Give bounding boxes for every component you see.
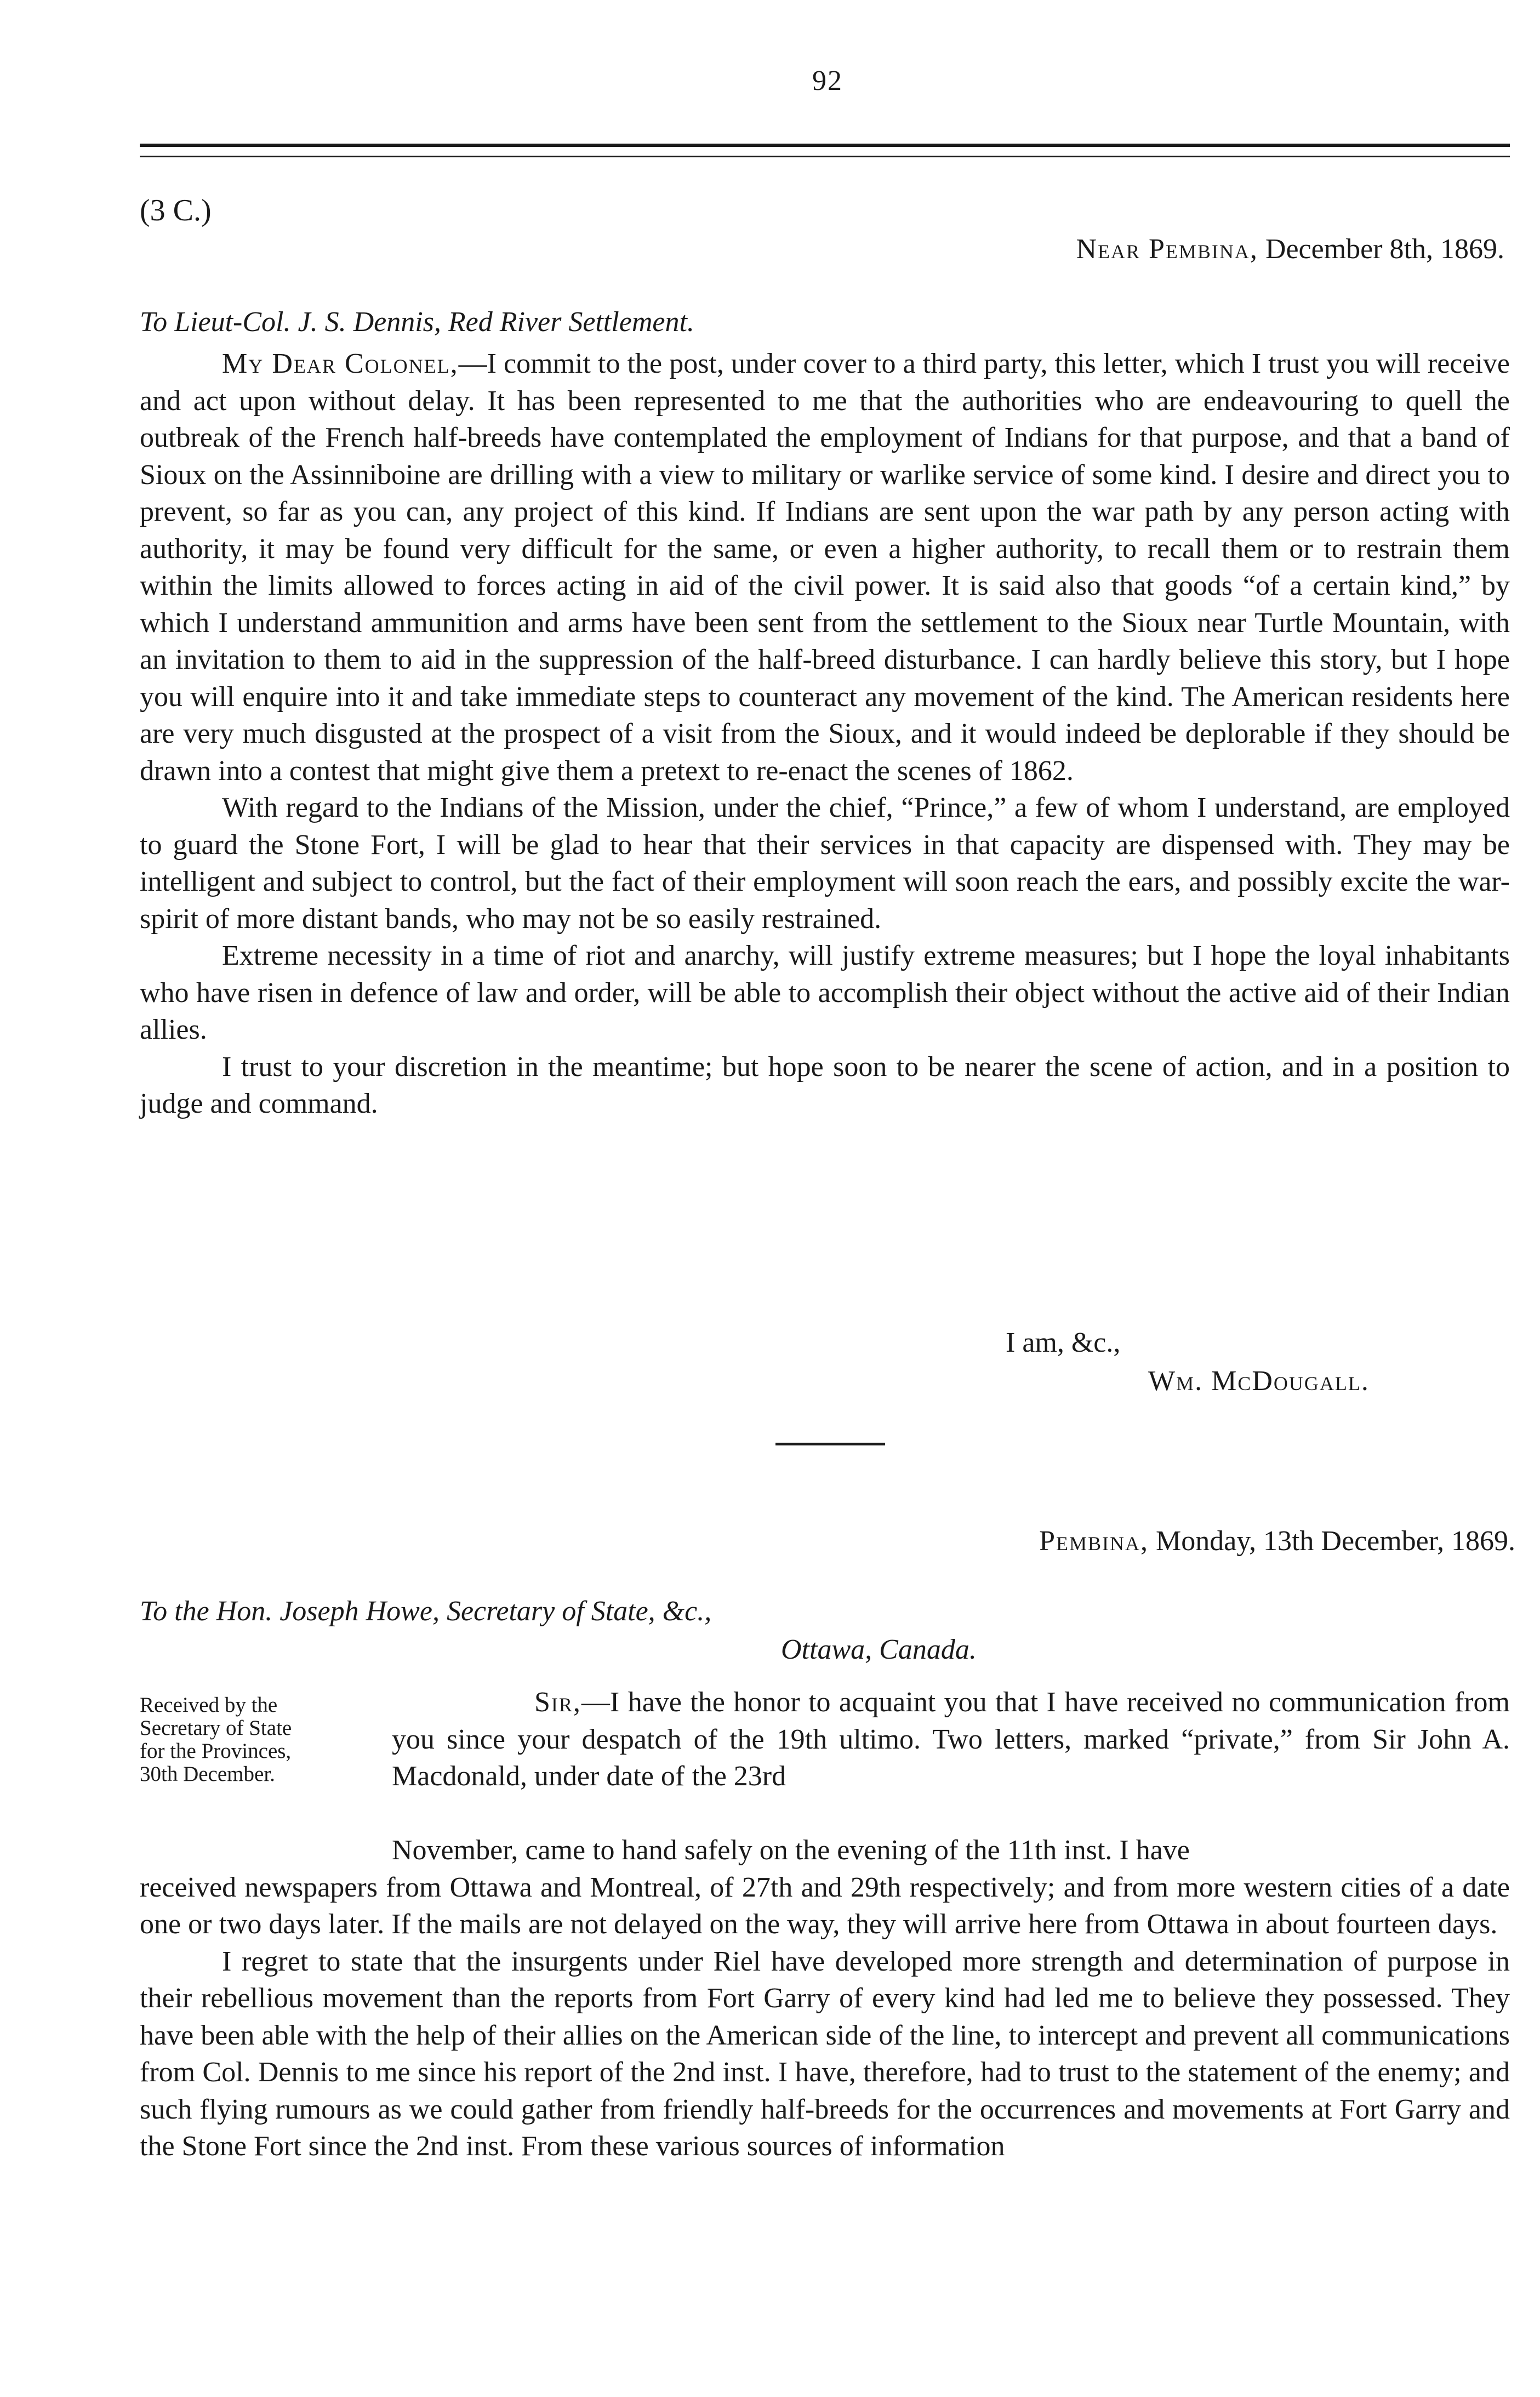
letter1-dateline-place: Near Pembina,: [1076, 234, 1258, 265]
letter1-paragraph-3: Extreme necessity in a time of riot and anarchy, will justify extreme measures; but I hope the loyal inhabitants who have risen in defence of law and order, will be able to accomplish their object without the active aid of their Indian allies.: [140, 940, 1510, 1045]
letter2-paragraph-1-cont-first-line: November, came to hand safely on the evening of the 11th inst. I have: [392, 1835, 1190, 1866]
letter2-paragraph-1-cont: [140, 1832, 1510, 1943]
letter1-addressee: To Lieut-Col. J. S. Dennis, Red River Settlement.: [140, 306, 694, 338]
letter2-body: [140, 1832, 1510, 2165]
letter2-dateline-place: Pembina,: [1039, 1525, 1149, 1557]
letter1-body: [140, 345, 1510, 1123]
marginal-note: [140, 1694, 375, 1786]
letter1-dateline: [1076, 233, 1504, 265]
letter2-addressee-line1: To the Hon. Joseph Howe, Secretary of State, &c.,: [140, 1596, 712, 1627]
letter2-salutation: Sir,: [534, 1687, 581, 1718]
letter2-paragraph-2: I regret to state that the insurgents under Riel have developed more strength and determination of purpose in their rebellious movement than the reports from Fort Garry of every kind had led me to believe they possessed. They have been able with the help of their allies on the American side of the line, to intercept and prevent all communications from Col. Dennis to me since his report of the 2nd inst. I have, therefore, had to trust to the statement of the enemy; and such flying rumours as we could gather from friendly half-breeds for the occurrences and movements at Fort Garry and the Stone Fort since the 2nd inst. From these various sources of information: [140, 1945, 1510, 2162]
marginal-note-line: for the Provinces,: [140, 1739, 292, 1763]
letter2-dateline-date: Monday, 13th December, 1869.: [1149, 1525, 1515, 1557]
letter2-opening: [392, 1684, 1510, 1795]
letter1-signature: Wm. McDougall.: [1148, 1365, 1370, 1397]
header-rule-thick: [140, 144, 1510, 147]
marginal-note-line: Received by the: [140, 1693, 278, 1717]
header-rule-thin: [140, 156, 1510, 157]
section-label: (3 C.): [140, 193, 212, 227]
letter1-dateline-date: December 8th, 1869.: [1258, 234, 1504, 265]
marginal-note-line: 30th December.: [140, 1762, 275, 1786]
letter2-paragraph-1-cont-rest: received newspapers from Ottawa and Montreal, of 27th and 29th respectively; and from more western cities of a date one or two days later. If the mails are not delayed on the way, they will arrive here from Ottawa in about fourteen days.: [140, 1871, 1510, 1940]
letter1-paragraph-4: I trust to your discretion in the meantime; but hope soon to be nearer the scene of action, and in a position to judge and command.: [140, 1051, 1510, 1119]
letter1-closing: I am, &c.,: [1006, 1327, 1121, 1358]
letter2-dateline: [1039, 1525, 1515, 1557]
page-number: 92: [812, 65, 843, 96]
letter-divider: [775, 1443, 885, 1445]
marginal-note-line: Secretary of State: [140, 1716, 292, 1740]
letter1-salutation: My Dear Colonel,: [222, 348, 459, 379]
letter2-addressee-line2: Ottawa, Canada.: [781, 1634, 977, 1665]
letter1-paragraph-1: My Dear Colonel,—I commit to the post, under cover to a third party, this letter, which I trust you will receive and act upon without delay. It has been represented to me that the authorities who are endeavouring to quell the outbreak of the French half-breeds have contemplated the employment of Indians for that purpose, and that a band of Sioux on the Assinniboine are drilling with a view to military or warlike service of some kind. I desire and direct you to prevent, so far as you can, any project of this kind. If Indians are sent upon the war path by any person acting with authority, it may be found very difficult for the same, or even a higher authority, to recall them or to restrain them within the limits allowed to forces acting in aid of the civil power. It is said also that goods “of a certain kind,” by which I understand ammunition and arms have been sent from the settlement to the Sioux near Turtle Mountain, with an invitation to them to aid in the suppression of the half-breed disturbance. I can hardly believe this story, but I hope you will enquire into it and take immediate steps to counteract any movement of the kind. The American residents here are very much disgusted at the prospect of a visit from the Sioux, and it would indeed be deplorable if they should be drawn into a contest that might give them a pretext to re-enact the scenes of 1862.: [140, 348, 1510, 787]
letter1-paragraph-2: With regard to the Indians of the Mission, under the chief, “Prince,” a few of whom I understand, are employed to guard the Stone Fort, I will be glad to hear that their services in that capacity are dispensed with. They may be intelligent and subject to control, but the fact of their employment will soon reach the ears, and possibly excite the war-spirit of more distant bands, who may not be so easily restrained.: [140, 792, 1510, 935]
letter2-paragraph-1-start: Sir,—I have the honor to acquaint you that I have received no communication from you since your despatch of the 19th ultimo. Two letters, marked “private,” from Sir John A. Macdonald, under date of the 23rd: [392, 1687, 1510, 1792]
document-page: [140, 0, 1515, 2397]
